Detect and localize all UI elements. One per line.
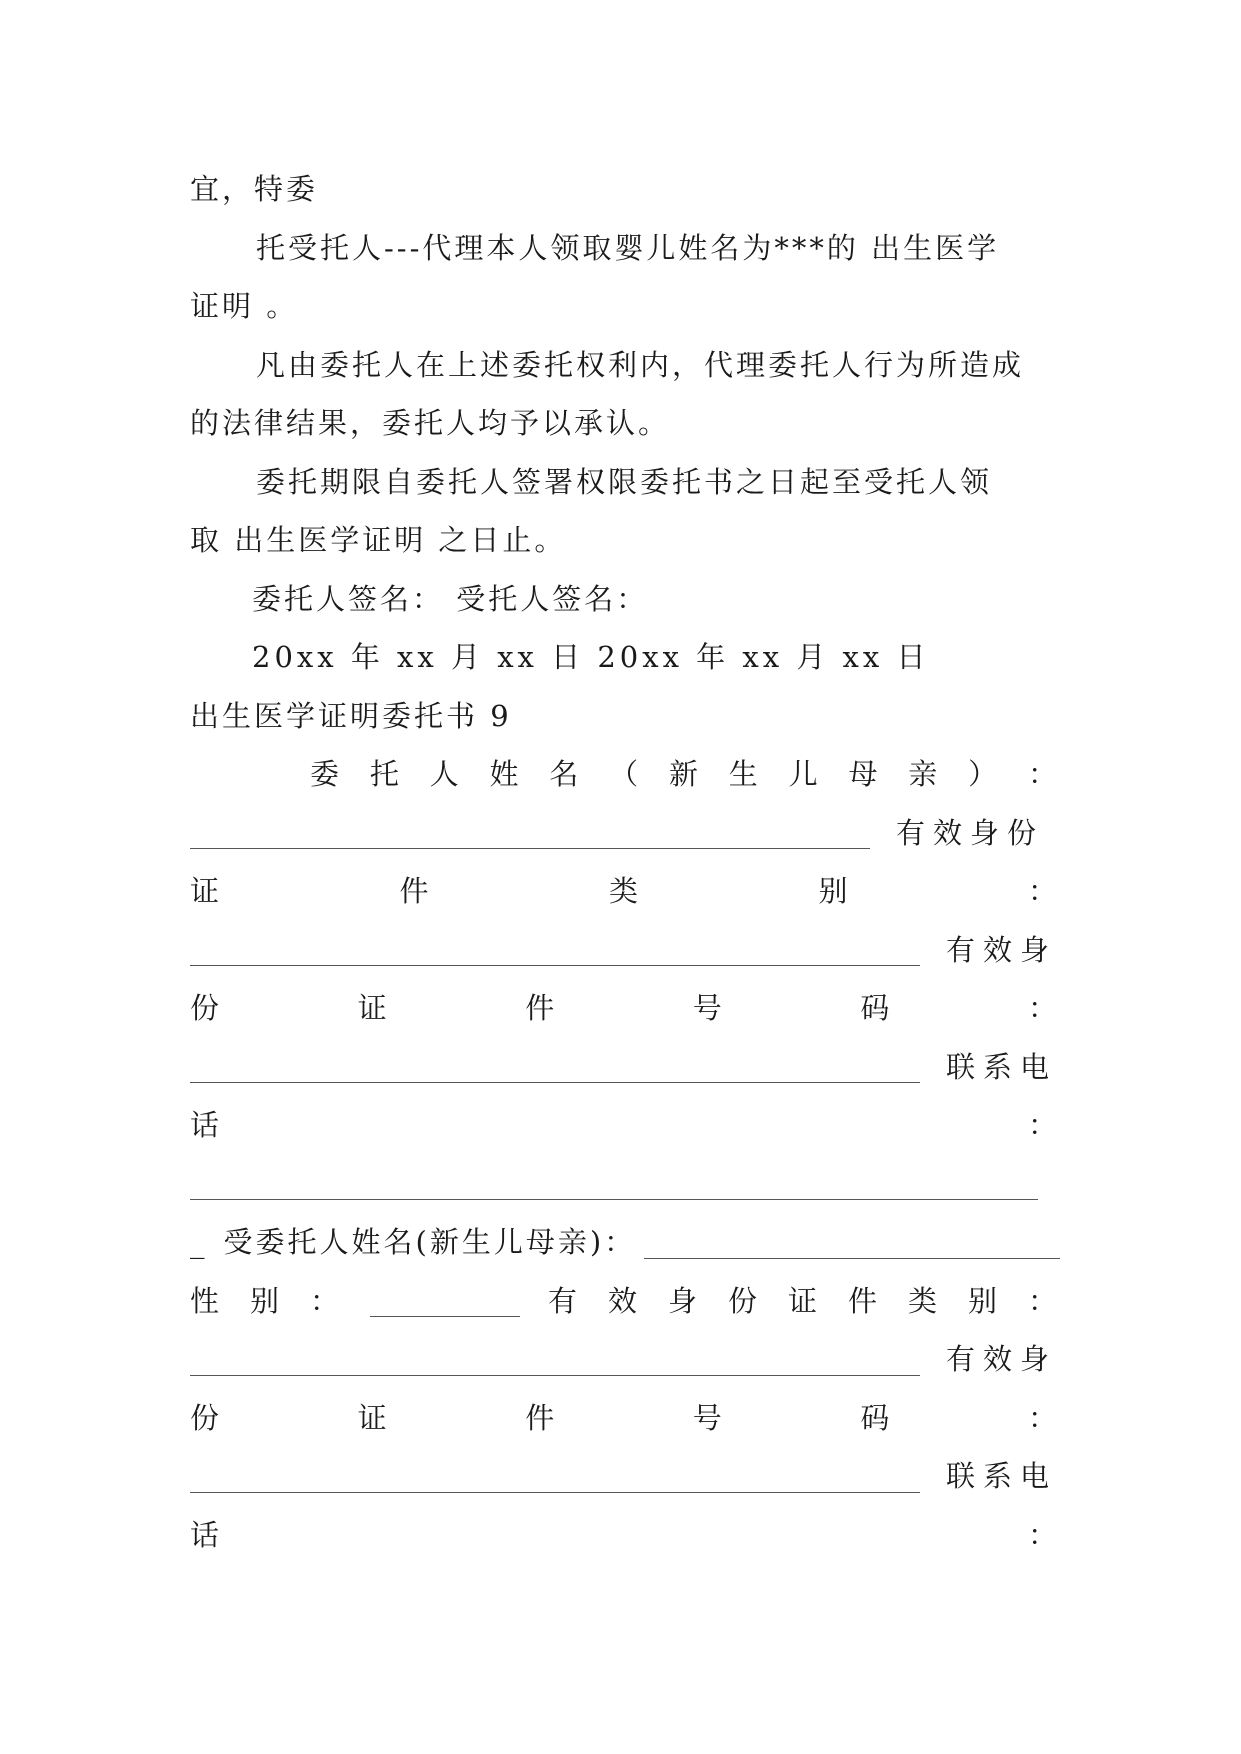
signature-labels: 委托人签名： 受托人签名： (252, 581, 649, 616)
id-type-label (190, 862, 1060, 921)
agent-id-no-blank[interactable] (190, 1462, 920, 1493)
underscore-mark: _ (190, 1225, 208, 1259)
section-heading: 出生医学证明委托书 9 (190, 698, 512, 733)
char: ） (968, 757, 1001, 791)
gender-blank[interactable] (370, 1286, 520, 1317)
agent-name-row (190, 1213, 1060, 1272)
char: ： (1027, 991, 1060, 1025)
char: 母 (848, 757, 881, 791)
char: 码 (860, 991, 893, 1025)
phone-blank[interactable] (190, 1169, 1038, 1200)
id-type-blank[interactable] (190, 935, 920, 966)
agent-id-type-row (190, 1330, 1060, 1389)
char: 类 (907, 1283, 940, 1318)
char: 有 (547, 1283, 580, 1318)
char: 证 (357, 1400, 390, 1435)
char: ： (1027, 1517, 1060, 1552)
char: 名 (549, 757, 582, 791)
phone-label-tail: 联系电 (946, 1049, 1058, 1084)
char: 件 (399, 874, 432, 908)
char: ： (1027, 1400, 1060, 1435)
id-no-label-tail: 有效身 (946, 932, 1058, 967)
para-line-3: 证明 。 (190, 289, 299, 323)
char: 类 (608, 874, 641, 908)
id-no-blank[interactable] (190, 1052, 920, 1083)
client-name-blank[interactable] (190, 818, 870, 849)
char: 证 (787, 1283, 820, 1318)
char: ： (1027, 874, 1060, 908)
char: 效 (607, 1283, 640, 1318)
client-name-label (190, 745, 1060, 804)
char: 话 (190, 1517, 223, 1552)
char: 份 (190, 1400, 223, 1435)
gender-row (190, 1272, 1060, 1331)
char: 话 (190, 1108, 223, 1142)
agent-id-no-label-tail: 有效身 (946, 1342, 1058, 1376)
id-no-label (190, 979, 1060, 1038)
agent-name-blank[interactable] (644, 1228, 1060, 1259)
phone-label (190, 1096, 1060, 1155)
para-line-1: 宜，特委 (190, 172, 319, 206)
agent-phone-label-tail: 联系电 (946, 1459, 1058, 1493)
agent-id-type-blank[interactable] (190, 1345, 920, 1376)
char: ： (310, 1283, 343, 1318)
signature-dates: 20xx 年 xx 月 xx 日 20xx 年 xx 月 xx 日 (252, 640, 930, 674)
para-line-2: 托受托人---代理本人领取婴儿姓名为***的 出生医学 (256, 230, 1000, 265)
phone-row (190, 1155, 1060, 1214)
char: 号 (692, 1400, 725, 1435)
client-name-row (190, 804, 1060, 863)
char: 托 (369, 757, 402, 791)
id-type-row (190, 921, 1060, 980)
agent-id-no-row (190, 1447, 1060, 1506)
char: 件 (525, 1400, 558, 1435)
char: 别 (818, 874, 851, 908)
char: 件 (847, 1283, 880, 1318)
char: （ (609, 757, 642, 791)
para-line-7: 取 出生医学证明 之日止。 (190, 523, 567, 557)
char: 身 (667, 1283, 700, 1318)
char: 生 (728, 757, 761, 791)
char: 人 (429, 757, 462, 791)
agent-phone-label (190, 1506, 1060, 1565)
para-line-5: 的法律结果，委托人均予以承认。 (190, 406, 671, 440)
char: 委 (310, 757, 343, 791)
id-type-label-tail: 有效身份 (896, 815, 1045, 850)
char: 别 (967, 1283, 1000, 1318)
char: 儿 (788, 757, 821, 791)
char: ： (1027, 1108, 1060, 1142)
char: ： (1027, 757, 1060, 791)
para-line-6: 委托期限自委托人签署权限委托书之日起至受托人领 (256, 464, 993, 499)
char: 证 (357, 991, 390, 1025)
char: 亲 (908, 757, 941, 791)
char: 件 (525, 991, 558, 1025)
char: ： (1027, 1283, 1060, 1318)
id-no-row (190, 1038, 1060, 1097)
agent-id-no-label (190, 1389, 1060, 1448)
para-line-4: 凡由委托人在上述委托权利内，代理委托人行为所造成 (256, 347, 1025, 382)
document-page (190, 160, 1060, 1564)
char: 新 (668, 757, 701, 791)
char: 性 (190, 1283, 223, 1318)
char: 姓 (489, 757, 522, 791)
agent-name-label: 受委托人姓名(新生儿母亲)： (223, 1225, 637, 1259)
char: 号 (692, 991, 725, 1025)
char: 码 (860, 1400, 893, 1435)
char: 证 (190, 874, 223, 908)
char: 份 (190, 991, 223, 1025)
char: 别 (250, 1283, 283, 1318)
char: 份 (727, 1283, 760, 1318)
